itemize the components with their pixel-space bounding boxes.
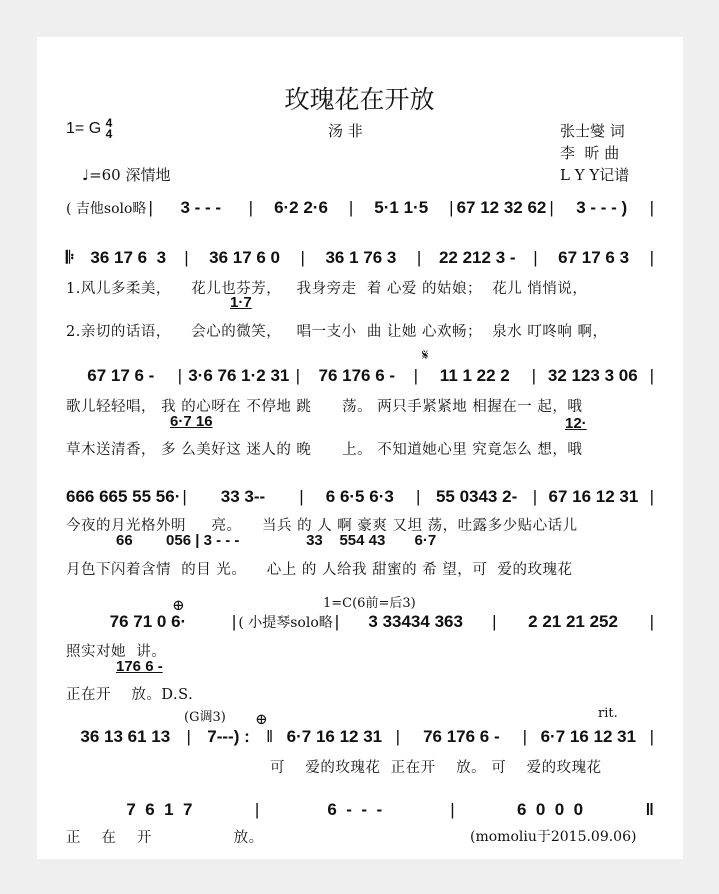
barline: |: [492, 612, 497, 631]
measure: 36 1 76 3: [325, 248, 397, 267]
notation-line-4: [66, 612, 656, 632]
measure: 3 33434 363: [368, 612, 463, 631]
alt-notes: 6·7 16: [170, 413, 213, 430]
measure: 7 6 1 7: [126, 800, 193, 819]
modulation-label: 1=C(6前=后3): [323, 596, 416, 611]
barline: |: [395, 727, 401, 746]
measure: 55 0343 2-: [435, 487, 518, 506]
tempo-marking: ♩=60 深情地: [82, 166, 171, 184]
barline: |: [533, 248, 538, 267]
intro-label: ( 吉他solo略: [66, 201, 147, 217]
measure: 3 - - -: [180, 198, 222, 217]
lyrics: 正 在 开 放。: [66, 830, 264, 846]
coda-icon: ⊕: [255, 710, 268, 728]
measure: 76 176 6 -: [423, 727, 500, 746]
barline: |: [295, 366, 300, 385]
lyrics-verse-2: 正在开 放。D.S.: [66, 687, 194, 703]
lyrics-verse-2: 月色下闪着含情 的目 光。 心上 的 人给我 甜蜜的 希 望，可 爱的玫瑰花: [66, 562, 573, 578]
barline: |: [248, 198, 254, 217]
barline: |: [449, 198, 454, 217]
alt-notes: 12·: [565, 415, 587, 432]
barline: |: [649, 198, 655, 217]
transcriber: L Y Y记谱: [560, 166, 630, 184]
song-title: 玫瑰花在开放: [284, 85, 435, 114]
barline: |: [649, 487, 654, 506]
barline: |: [450, 800, 455, 819]
barline: |: [649, 612, 654, 631]
segno-icon: 𝄋: [422, 346, 429, 364]
time-top: 4: [105, 116, 113, 130]
notation-line-1: [66, 248, 656, 268]
barline: |: [148, 198, 153, 217]
barline: |: [348, 198, 354, 217]
lyrics: 可 爱的玫瑰花 正在开 放。 可 爱的玫瑰花: [270, 760, 602, 776]
barline: |: [254, 800, 260, 819]
barline: |: [299, 487, 304, 506]
measure: 76 176 6 -: [318, 366, 396, 385]
barline: |: [649, 366, 654, 385]
measure: 76 71 0 6·: [109, 612, 187, 631]
composer: 李 昕 曲: [560, 144, 620, 162]
barline: |: [300, 248, 305, 267]
measure: 67 17 6 -: [87, 366, 155, 385]
measure: 3·6 76 1·2 31: [188, 366, 290, 385]
measure: 6 6·5 6·3: [325, 487, 394, 506]
alt-notes: 176 6 -: [116, 658, 163, 675]
barline: |: [413, 366, 418, 385]
alt-notes: 1·7: [230, 294, 252, 311]
measure: 666 665 55 56·: [66, 487, 181, 506]
measure: 6·7 16 12 31: [540, 727, 637, 746]
lyrics-verse-1: 1.风儿多柔美， 花儿也芬芳， 我身旁走 着 心爱 的姑娘； 花儿 悄悄说，: [66, 281, 588, 297]
barline: |: [186, 727, 191, 746]
lyrics-verse-1: 照实对她 讲。: [66, 644, 167, 660]
barline: |: [649, 248, 654, 267]
barline: |: [522, 727, 528, 746]
time-bottom: 4: [105, 127, 113, 141]
measure: 5·1 1·5: [374, 198, 429, 217]
key-signature: [66, 118, 112, 140]
notation-line-2: [66, 366, 656, 386]
measure: 2 21 21 252: [528, 612, 618, 631]
barline: |: [182, 487, 187, 506]
measure: 22 212 3 -: [438, 248, 516, 267]
barline: |: [231, 612, 237, 631]
measure: 3 - - - ): [576, 198, 628, 217]
intro-line: [66, 198, 656, 218]
lyrics-verse-1: 歌儿轻轻唱， 我 的心呀在 不停地 跳 荡。 两只手紧紧地 相握在一 起，哦: [66, 399, 583, 415]
ritardando-label: rit.: [598, 706, 618, 721]
measure: 36 17 6 0: [209, 248, 281, 267]
time-signature: [106, 118, 113, 140]
transcription-signature: (momoliu于2015.09.06): [470, 829, 637, 845]
barline: |: [184, 248, 189, 267]
measure: 33 3--: [220, 487, 266, 506]
notation-line-3: [66, 487, 656, 507]
key-label: 1= G: [66, 120, 102, 138]
measure: 7---) :: [207, 727, 250, 746]
barline: |: [334, 612, 340, 631]
measure: 36 13 61 13: [80, 727, 171, 746]
barline: |: [416, 248, 422, 267]
measure: 6·2 2·6: [274, 198, 328, 217]
lyricist: 张士燮 词: [560, 122, 625, 140]
measure: 67 12 32 62: [456, 198, 547, 217]
barline: |: [549, 198, 554, 217]
notation-line-5: [66, 727, 656, 747]
measure: 67 16 12 31: [548, 487, 639, 506]
measure: 6·7 16 12 31: [286, 727, 383, 746]
measure: 36 17 6 3: [90, 248, 167, 267]
barline: |: [177, 366, 182, 385]
notation-line-6: [66, 800, 656, 820]
final-barline: ‖: [645, 800, 654, 819]
measure: 11 1 22 2: [439, 366, 510, 385]
barline: |: [531, 366, 536, 385]
singer: 汤 非: [328, 122, 363, 140]
barline: |: [415, 487, 421, 506]
measure: 67 17 6 3: [558, 248, 630, 267]
measure: 6 0 0 0: [516, 800, 584, 819]
alt-notes: 66 056 | 3 - - - 33 554 43 6·7: [116, 532, 437, 549]
measure: 6 - - -: [327, 800, 383, 819]
barline: |: [649, 727, 655, 746]
measure: 32 123 3 06: [547, 366, 638, 385]
lyrics-verse-1: 今夜的月光格外明 亮。 当兵 的 人 啊 豪爽 又坦 荡，吐露多少贴心话儿: [66, 518, 578, 534]
barline: |: [532, 487, 538, 506]
key-note: (G调3): [184, 710, 226, 725]
coda-icon: ⊕: [172, 596, 185, 614]
barline: ‖: [266, 727, 274, 746]
lyrics-verse-2: 2.亲切的话语， 会心的微笑， 唱一支小 曲 让她 心欢畅； 泉水 叮咚响 啊，: [66, 324, 608, 340]
solo-label: ( 小提琴solo略: [238, 615, 333, 631]
repeat-start: 𝄆: [66, 248, 75, 267]
lyrics-verse-2: 草木送清香， 多 么美好这 迷人的 晚 上。 不知道她心里 究竟怎么 想，哦: [66, 442, 583, 458]
